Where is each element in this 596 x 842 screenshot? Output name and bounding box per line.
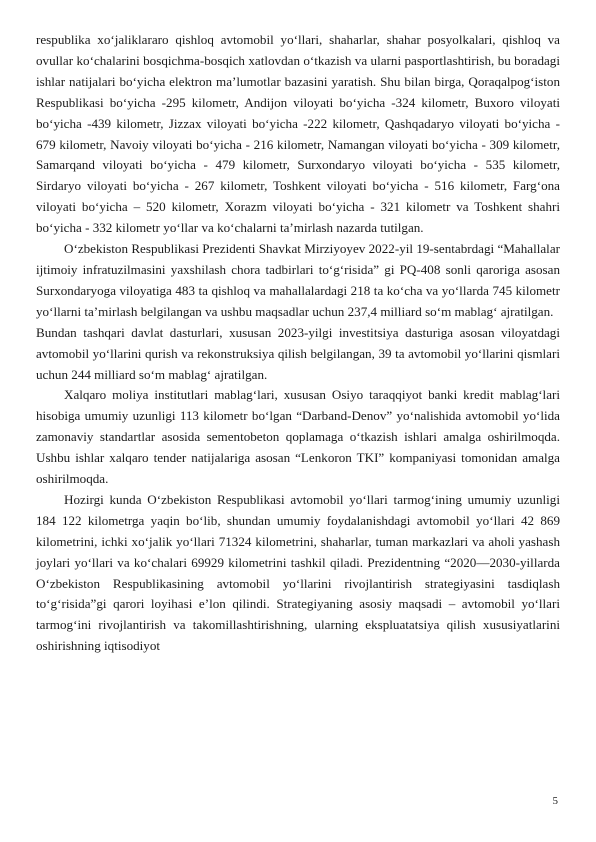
- page-body: [36, 30, 560, 657]
- paragraph-5: Hozirgi kunda O‘zbekiston Respublikasi avtomobil yo‘llari tarmog‘ining umumiy uzunligi 184 122 kilometrga yaqin bo‘lib, shundan umumiy foydalanishdagi avtomobil yo‘llari 42 869 kilometrini, ichki xo‘jalik yo‘llari 71324 kilometrini, shaharlar, tuman markazlari va aholi yashash joylari yo‘llari va ko‘chalari 69929 kilometrini tashkil qiladi. Prezidentning “2020—2030-yillarda O‘zbekiston Respublikasining avtomobil yo‘llarini rivojlantirish strategiyasini tasdiqlash to‘g‘risida”gi qarori loyihasi e’lon qilindi. Strategiyaning asosiy maqsadi – avtomobil yo‘llari tarmog‘ini rivojlantirish va takomillashtirishning, ularning ekspluatatsiya qilish xususiyatlarini oshirishning iqtisodiyot: [36, 491, 560, 654]
- paragraph-3: Bundan tashqari davlat dasturlari, xususan 2023-yilgi investitsiya dasturiga asosan viloyatdagi avtomobil yo‘llarini qurish va rekonstruksiya qilish belgilangan, 39 ta avtomobil yo‘llarini qismlari uchun 244 milliard so‘m mablag‘ ajratilgan.: [36, 324, 560, 382]
- paragraph-4: Xalqaro moliya institutlari mablag‘lari, xususan Osiyo taraqqiyot banki kredit mablag‘lari hisobiga umumiy uzunligi 113 kilometr bo‘lgan “Darband-Denov” yo‘nalishida avtomobil yo‘lida zamonaviy standartlar asosida sementobeton qoplamaga o‘tkazish ishlari amalga oshirilmoqda. Ushbu ishlar xalqaro tender natijalariga asosan “Lenkoron TKI” kompaniyasi tomonidan amalga oshirilmoqda.: [36, 387, 560, 487]
- paragraph-1: respublika xo‘jaliklararo qishloq avtomobil yo‘llari, shaharlar, shahar posyolkalari, qishloq va ovullar ko‘chalarini bosqichma-bosqich xatlovdan o‘tkazish va ularni pasportlashtirish, bu boradagi ishlar natijalari bo‘yicha elektron ma’lumotlar bazasini yaratish. Shu bilan birga, Qoraqalpog‘iston Respublikasi bo‘yicha -295 kilometr, Andijon viloyati bo‘yicha -324 kilometr, Buxoro viloyati bo‘yicha -439 kilometr, Jizzax viloyati bo‘yicha -222 kilometr, Qashqadaryo viloyati bo‘yicha - 679 kilometr, Navoiy viloyati bo‘yicha - 216 kilometr, Namangan viloyati bo‘yicha - 309 kilometr, Samarqand viloyati bo‘yicha - 479 kilometr, Surxondaryo viloyati bo‘yicha - 535 kilometr, Sirdaryo viloyati bo‘yicha - 267 kilometr, Toshkent viloyati bo‘yicha - 516 kilometr, Farg‘ona viloyati bo‘yicha – 520 kilometr, Xorazm viloyati bo‘yicha - 321 kilometr va Toshkent shahri bo‘yicha - 332 kilometr yo‘llar va ko‘chalarni ta’mirlash nazarda tutilgan.: [36, 32, 560, 236]
- page-number: 5: [552, 795, 558, 807]
- paragraph-2: O‘zbekiston Respublikasi Prezidenti Shavkat Mirziyoyev 2022-yil 19-sentabrdagi “Mahallalar ijtimoiy infratuzilmasini yaxshilash chora tadbirlari to‘g‘risida” gi PQ-408 sonli qaroriga asosan Surxondaryoga viloyatiga 483 ta qishloq va mahallalardagi 218 ta ko‘cha va yo‘llarda 745 kilometr yo‘llarni ta’mirlash belgilangan va ushbu maqsadlar uchun 237,4 milliard so‘m mablag‘ ajratilgan.: [36, 241, 560, 319]
